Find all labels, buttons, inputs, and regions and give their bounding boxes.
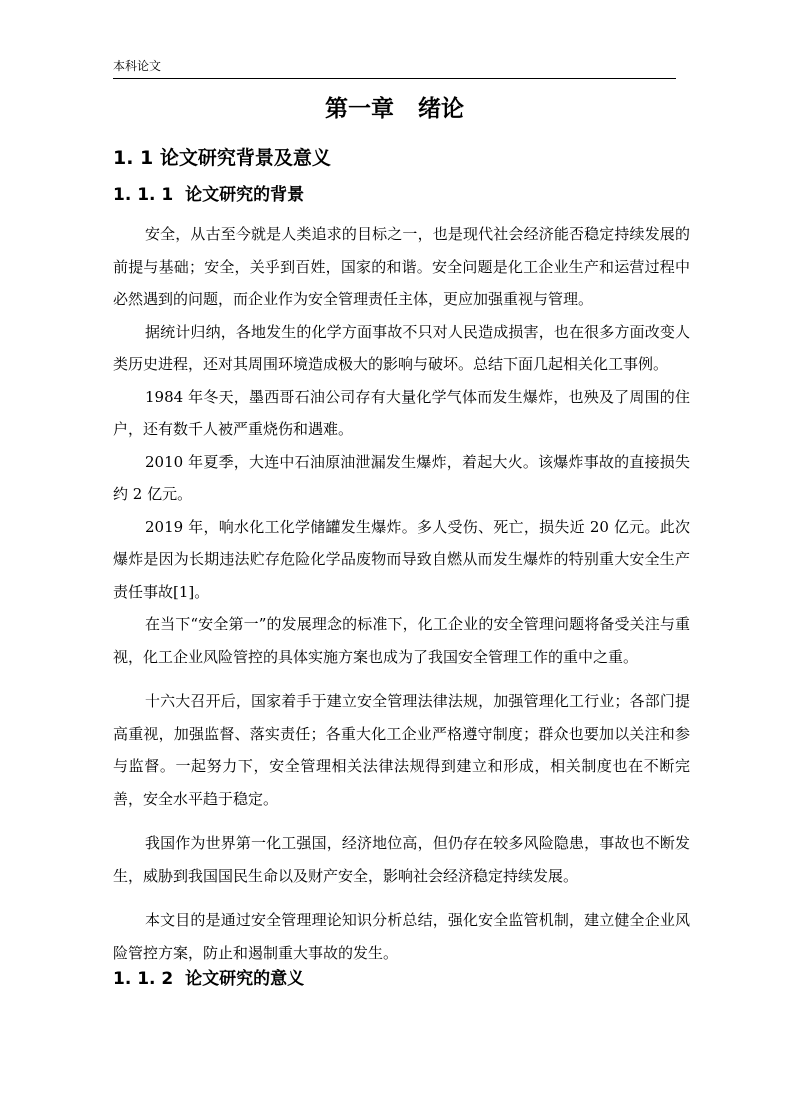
- subsection-heading-background: 1. 1. 1 论文研究的背景: [113, 185, 305, 205]
- paragraph: 本文目的是通过安全管理理论知识分析总结，强化安全监管机制，建立健全企业风险管控方案，防止和遏制重大事故的发生。: [113, 911, 690, 962]
- body-text: [113, 218, 690, 969]
- paragraph: 2019 年，响水化工化学储罐发生爆炸。多人受伤、死亡，损失近 20 亿元。此次爆炸是因为长期违法贮存危险化学品废物而导致自燃从而发生爆炸的特别重大安全生产责任事故[1]。: [113, 517, 690, 601]
- paragraph: 十六大召开后，国家着手于建立安全管理法律法规，加强管理化工行业；各部门提高重视，加强监督、落实责任；各重大化工企业严格遵守制度；群众也要加以关注和参与监督。一起努力下，安全管理相关法律法规得到建立和形成，相关制度也在不断完善，安全水平趋于稳定。: [113, 692, 690, 808]
- header-rule: [113, 78, 676, 79]
- subsection-heading-significance: 1. 1. 2 论文研究的意义: [113, 969, 305, 989]
- section-heading: 1. 1 论文研究背景及意义: [113, 147, 331, 169]
- running-header: 本科论文: [113, 59, 162, 73]
- paragraph: 据统计归纳，各地发生的化学方面事故不只对人民造成损害，也在很多方面改变人类历史进程，还对其周围环境造成极大的影响与破坏。总结下面几起相关化工事例。: [113, 322, 690, 373]
- paragraph: 2010 年夏季，大连中石油原油泄漏发生爆炸，着起大火。该爆炸事故的直接损失约 2 亿元。: [113, 452, 690, 503]
- paragraph: 我国作为世界第一化工强国，经济地位高，但仍存在较多风险隐患，事故也不断发生，威胁到我国国民生命以及财产安全，影响社会经济稳定持续发展。: [113, 834, 690, 885]
- paragraph: 在当下“安全第一”的发展理念的标准下，化工企业的安全管理问题将备受关注与重视，化工企业风险管控的具体实施方案也成为了我国安全管理工作的重中之重。: [113, 615, 690, 666]
- chapter-title: 第一章 绪论: [324, 96, 465, 122]
- paragraph: 1984 年冬天，墨西哥石油公司存有大量化学气体而发生爆炸，也殃及了周围的住户，还有数千人被严重烧伤和遇难。: [113, 387, 690, 438]
- paragraph: 安全，从古至今就是人类追求的目标之一，也是现代社会经济能否稳定持续发展的前提与基础；安全，关乎到百姓，国家的和谐。安全问题是化工企业生产和运营过程中必然遇到的问题，而企业作为安全管理责任主体，更应加强重视与管理。: [113, 225, 690, 308]
